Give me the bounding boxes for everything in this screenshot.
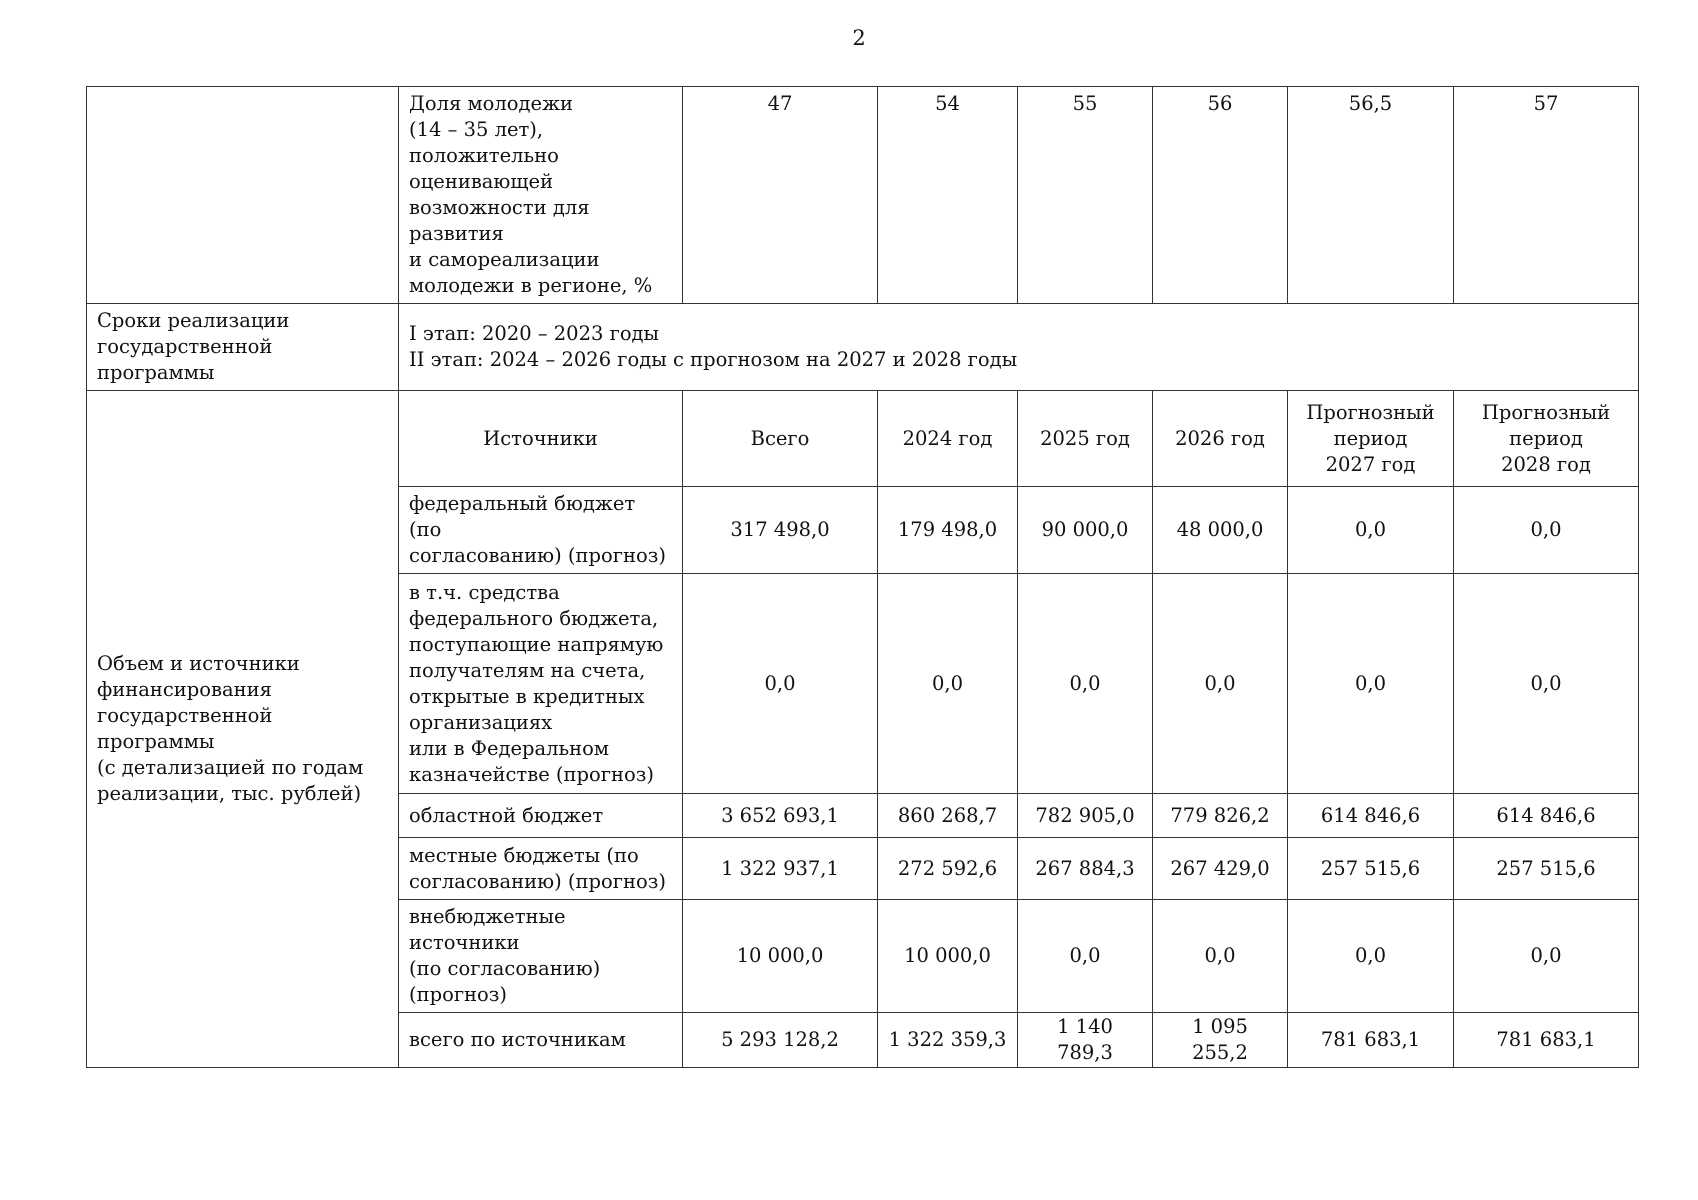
cell-value: 272 592,6 (878, 838, 1018, 900)
source-label: внебюджетные источники (по согласованию) (прогноз) (399, 900, 683, 1013)
header-2027: Прогнозный период 2027 год (1288, 391, 1454, 487)
indicator-value: 54 (878, 87, 1018, 304)
cell-value: 5 293 128,2 (683, 1013, 878, 1068)
cell-value: 48 000,0 (1153, 487, 1288, 574)
indicator-value: 56,5 (1288, 87, 1454, 304)
source-label: областной бюджет (399, 794, 683, 838)
cell-value: 179 498,0 (878, 487, 1018, 574)
cell-value: 267 429,0 (1153, 838, 1288, 900)
cell-value: 0,0 (1018, 574, 1153, 794)
cell-value: 90 000,0 (1018, 487, 1153, 574)
cell-value: 781 683,1 (1288, 1013, 1454, 1068)
cell-value: 1 322 937,1 (683, 838, 878, 900)
header-2028: Прогнозный период 2028 год (1454, 391, 1639, 487)
source-label: в т.ч. средства федерального бюджета, поступающие напрямую получателям на счета, открытые в кредитных организациях или в Федеральном казначействе (прогноз) (399, 574, 683, 794)
cell-value: 0,0 (1288, 574, 1454, 794)
header-2026: 2026 год (1153, 391, 1288, 487)
header-sources: Источники (399, 391, 683, 487)
cell-value: 0,0 (1153, 900, 1288, 1013)
header-2024: 2024 год (878, 391, 1018, 487)
cell-value: 0,0 (1018, 900, 1153, 1013)
indicator-value: 47 (683, 87, 878, 304)
cell-value: 0,0 (683, 574, 878, 794)
cell-value: 317 498,0 (683, 487, 878, 574)
indicator-value: 57 (1454, 87, 1639, 304)
cell-value: 0,0 (1454, 900, 1639, 1013)
cell-value: 3 652 693,1 (683, 794, 878, 838)
cell-value: 781 683,1 (1454, 1013, 1639, 1068)
cell-value: 257 515,6 (1288, 838, 1454, 900)
cell-value: 0,0 (1288, 900, 1454, 1013)
terms-stage-1: I этап: 2020 – 2023 годы (409, 322, 660, 345)
cell-value: 0,0 (878, 574, 1018, 794)
terms-row (87, 304, 1639, 391)
cell-value: 0,0 (1454, 487, 1639, 574)
cell-value: 10 000,0 (683, 900, 878, 1013)
cell-value: 0,0 (1153, 574, 1288, 794)
cell-value: 1 140 789,3 (1018, 1013, 1153, 1068)
funding-label: Объем и источники финансирования государственной программы (с детализацией по годам реализации, тыс. рублей) (87, 391, 399, 1068)
cell-value: 267 884,3 (1018, 838, 1153, 900)
header-2025: 2025 год (1018, 391, 1153, 487)
source-label: местные бюджеты (по согласованию) (прогноз) (399, 838, 683, 900)
cell-value: 1 095 255,2 (1153, 1013, 1288, 1068)
cell-value: 0,0 (1288, 487, 1454, 574)
source-label: всего по источникам (399, 1013, 683, 1068)
page-number: 2 (852, 26, 866, 50)
cell-value: 782 905,0 (1018, 794, 1153, 838)
terms-stages (399, 304, 1639, 391)
indicator-label: Доля молодежи (14 – 35 лет), положительно оценивающей возможности для развития и самореализации молодежи в регионе, % (399, 87, 683, 304)
source-label: федеральный бюджет (по согласованию) (прогноз) (399, 487, 683, 574)
indicator-empty-cell (87, 87, 399, 304)
header-total: Всего (683, 391, 878, 487)
indicator-value: 56 (1153, 87, 1288, 304)
cell-value: 10 000,0 (878, 900, 1018, 1013)
cell-value: 860 268,7 (878, 794, 1018, 838)
terms-stage-2: II этап: 2024 – 2026 годы с прогнозом на 2027 и 2028 годы (409, 348, 1018, 371)
cell-value: 779 826,2 (1153, 794, 1288, 838)
program-passport-table (86, 86, 1639, 1068)
cell-value: 1 322 359,3 (878, 1013, 1018, 1068)
funding-header-row (87, 391, 1639, 487)
cell-value: 614 846,6 (1288, 794, 1454, 838)
terms-label: Сроки реализации государственной программы (87, 304, 399, 391)
cell-value: 0,0 (1454, 574, 1639, 794)
cell-value: 614 846,6 (1454, 794, 1639, 838)
indicator-row (87, 87, 1639, 304)
indicator-value: 55 (1018, 87, 1153, 304)
cell-value: 257 515,6 (1454, 838, 1639, 900)
